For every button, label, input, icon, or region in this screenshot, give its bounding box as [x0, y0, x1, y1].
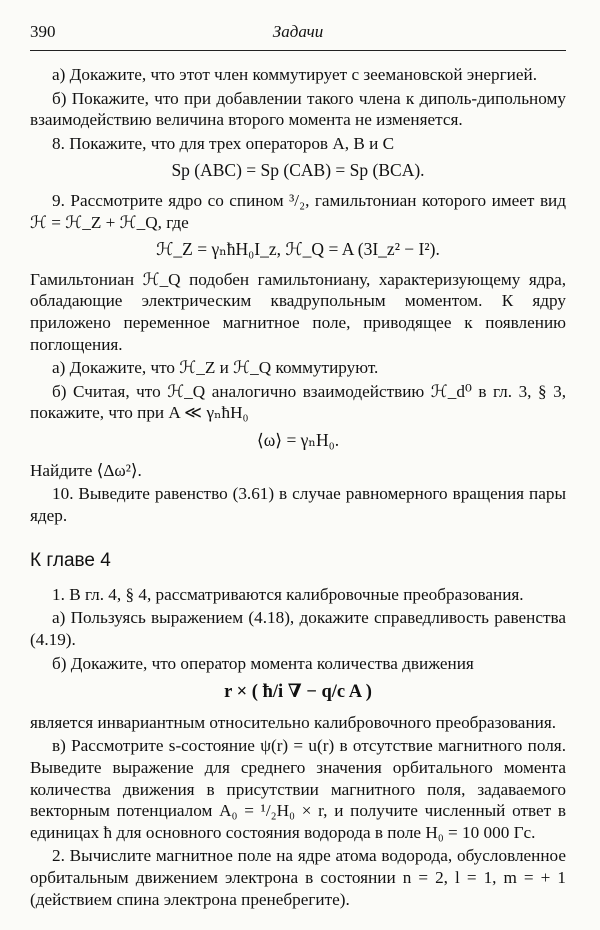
running-title: Задачи	[272, 22, 324, 41]
paragraph: 8. Покажите, что для трех операторов A, B и C	[52, 133, 395, 153]
paragraph: б) Считая, что ℋ_Q аналогично взаимодействию ℋ_d⁰ в гл. 3, § 3, покажите, что при A ≪ γₙħH₀	[30, 381, 566, 423]
paragraph: Гамильтониан ℋ_Q подобен гамильтониану, характеризующему ядра, обладающие электрическим квадрупольным моментом. К ядру приложено переменное магнитное поле, приводящее к появлению поглощения.	[30, 269, 566, 354]
paragraph: Найдите ⟨Δω²⟩.	[30, 460, 142, 480]
section-heading: К главе 4	[30, 550, 111, 572]
paragraph: а) Пользуясь выражением (4.18), докажите справедливость равенства (4.19).	[30, 608, 566, 650]
paragraph: 2. Вычислите магнитное поле на ядре атома водорода, обусловленное орбитальным движением электрона в состоянии n = 2, l = 1, m = + 1 (действием спина электрона пренебрегите).	[30, 846, 566, 909]
paragraph: является инвариантным относительно калибровочного преобразования.	[30, 712, 557, 732]
paragraph: а) Докажите, что этот член коммутирует с зеемановской энергией.	[52, 65, 537, 84]
page-number: 390	[30, 22, 56, 41]
equation: ℋ_Z = γₙħH₀I_z, ℋ_Q = A (3I_z² − I²).	[156, 239, 440, 260]
paragraph: 1. В гл. 4, § 4, рассматриваются калибровочные преобразования.	[52, 584, 524, 604]
paragraph: 9. Рассмотрите ядро со спином ³/₂, гамильтониан которого имеет вид ℋ = ℋ_Z + ℋ_Q, где	[30, 190, 566, 232]
paragraph: б) Покажите, что при добавлении такого члена к диполь-дипольному взаимодействию величина второго момента не изменяется.	[30, 88, 566, 130]
paragraph: б) Докажите, что оператор момента количества движения	[52, 653, 474, 673]
page-header	[30, 22, 566, 46]
page-content	[30, 64, 566, 912]
equation: ⟨ω⟩ = γₙH₀.	[256, 429, 340, 450]
equation: r × ( ħ/i ∇ − q/c A )	[224, 682, 372, 703]
header-rule	[30, 50, 566, 51]
paragraph: а) Докажите, что ℋ_Z и ℋ_Q коммутируют.	[52, 358, 379, 378]
paragraph: 10. Выведите равенство (3.61) в случае равномерного вращения пары ядер.	[30, 484, 566, 525]
paragraph: в) Рассмотрите s-состояние ψ(r) = u(r) в отсутствие магнитного поля. Выведите выражение для среднего значения орбитального момента количества движения в присутствии магнитного поля, задаваемого векторным потенциалом A₀ = ¹/₂H₀ × r, и получите численный ответ в единицах ħ для основного состояния водорода в поле H₀ = 10 000 Гс.	[30, 736, 566, 842]
equation: Sp (ABC) = Sp (CAB) = Sp (BCA).	[171, 160, 425, 181]
